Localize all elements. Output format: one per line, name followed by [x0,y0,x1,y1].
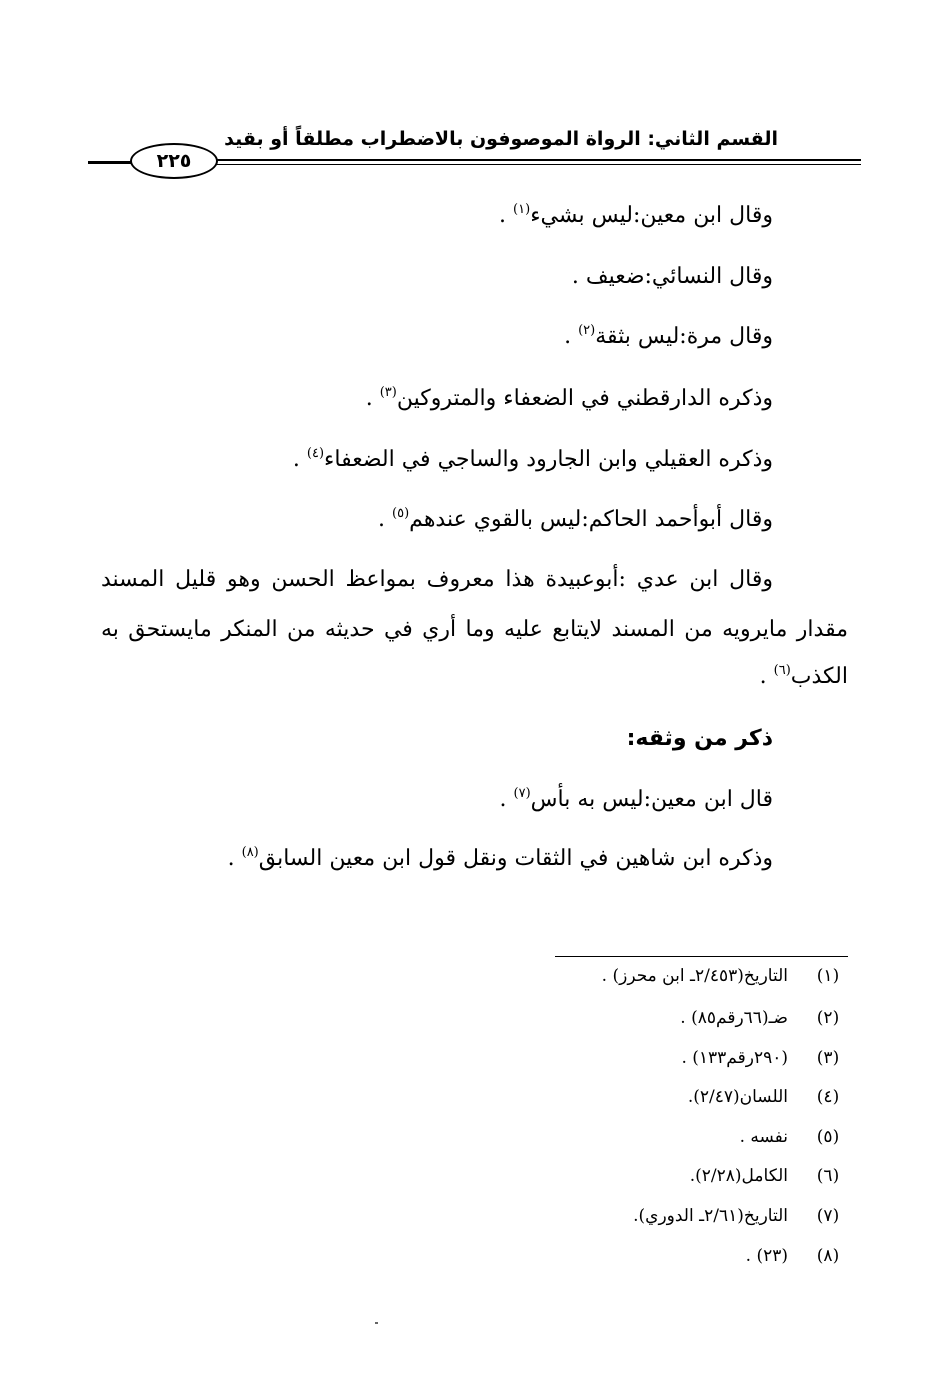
body-line-3: وقال مرة:ليس بثقة$^{(٢)}$ . [564,323,773,349]
footnote-text: نفسه . [739,1127,788,1147]
footnote-number: (٣) [816,1048,840,1068]
footnote-number: (٦) [816,1166,840,1186]
footnote-ref: (٥) [392,506,410,521]
footnote-ref: (٦) [773,663,791,678]
footnote-number: (٤) [816,1087,840,1107]
body-line-7: قال ابن معين:ليس به بأس$^{(٧)}$ . [499,786,773,812]
footnote-number: (٥) [816,1127,840,1147]
body-line-5: وذكره العقيلي وابن الجارود والساجي في الضعفاء$^{(٤)}$ . [292,446,773,472]
body-line-6: وقال أبوأحمد الحاكم:ليس بالقوي عندهم$^{(٥)}$ . [378,506,773,532]
footnote-text: (٢٩٠رقم١٣٣) . [681,1048,788,1068]
footnote-text: اللسان(٢/٤٧). [687,1087,788,1107]
footnote-ref: (٨) [241,845,259,860]
header-rule [215,159,861,161]
footnote-text: (٢٣) . [745,1246,788,1266]
header-rule-left [88,161,136,164]
footnote-text: الكامل(٢/٢٨). [689,1166,788,1186]
footnote-number: (١) [816,966,840,986]
body-line-1: وقال ابن معين:ليس بشيء$^{(١)}$ . [499,202,773,228]
body-line-4: وذكره الدارقطني في الضعفاء والمتروكين$^{(٣)}$ . [365,385,773,411]
footnote-text: ضـ(٦٦رقم٨٥) . [680,1008,788,1028]
footnote-number: (٧) [816,1206,840,1226]
section-heading: ذكر من وثقه: [626,726,773,751]
footnote-ref: (١) [513,202,531,217]
page-number: ٢٢٥ [130,143,218,179]
footnote-separator [555,956,848,957]
footnote-ref: (٣) [379,385,397,400]
footnote-ref: (٤) [306,446,325,461]
running-header-title: القسم الثاني: الرواة الموصوفون بالاضطراب مطلقاً أو بقيد [224,128,778,150]
footnote-number: (٨) [816,1246,840,1266]
footnote-text: التاريخ(٢/٦١ـ الدوري). [633,1206,788,1226]
paragraph-line-1: وقال ابن عدي :أبوعبيدة هذا معروف بمواعظ الحسن وهو قليل المسند [101,567,773,592]
scan-speck [375,1322,378,1324]
footnote-ref: (٢) [578,323,596,338]
body-line-2: وقال النسائي:ضعيف . [571,264,773,289]
footnote-ref: (٧) [513,786,531,801]
paragraph-line-3: الكذب$^{(٦)}$ . [759,663,848,689]
paragraph-line-2: مقدار مايرويه من المسند لايتابع عليه وما أري في حديثه من المنكر مايستحق به [101,617,848,642]
footnote-text: التاريخ(٢/٤٥٣ـ ابن محرز) . [601,966,788,986]
header-rule-thin [215,164,861,165]
footnote-number: (٢) [816,1008,840,1028]
body-line-8: وذكره ابن شاهين في الثقات ونقل قول ابن معين السابق$^{(٨)}$ . [227,845,773,871]
